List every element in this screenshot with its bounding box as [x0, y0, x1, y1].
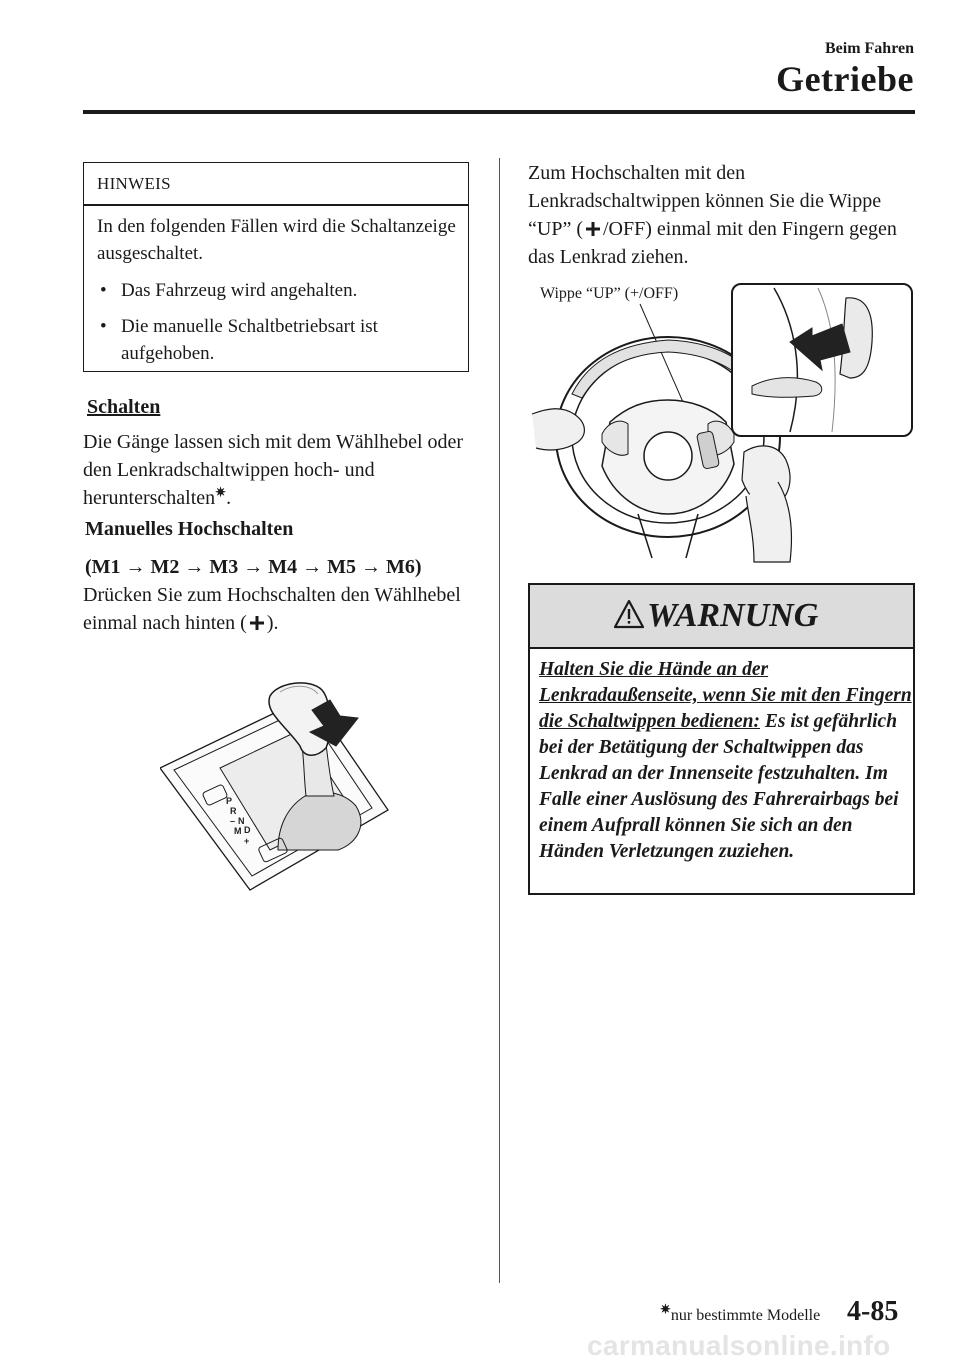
warning-body	[539, 657, 913, 865]
warning-lead: Halten Sie die Hände an der Lenkradaußenseite, wenn Sie mit den Fingern die Schaltwippen bedienen:	[539, 659, 912, 732]
plus-icon	[586, 222, 600, 236]
paddle-text: Zum Hochschalten mit den Lenkradschaltwippen können Sie die Wippe “UP” (	[528, 162, 882, 240]
paddle-text-end: /OFF) einmal mit den Fingern gegen das Lenkrad ziehen.	[528, 218, 897, 268]
instruction-paragraph	[83, 581, 475, 637]
intro-text: Die Gänge lassen sich mit dem Wählhebel oder den Lenkradschaltwippen hoch- und herunterschalten	[83, 431, 464, 509]
watermark: carmanualsonline.info	[587, 1330, 891, 1361]
footer-note-text: nur bestimmte Modelle	[670, 1307, 821, 1324]
gate-label-plus: +	[244, 836, 250, 846]
intro-paragraph	[83, 428, 475, 512]
gate-label-minus: –	[230, 816, 236, 826]
instruction-text: Drücken Sie zum Hochschalten den Wählhebel einmal nach hinten (	[83, 584, 461, 634]
gate-label-m: M	[234, 826, 242, 836]
gate-label-n: N	[238, 816, 245, 826]
note-bullet-list	[97, 277, 462, 376]
warning-box	[528, 583, 915, 895]
gear-sequence: (M1 → M2 → M3 → M4 → M5 → M6)	[85, 556, 422, 578]
note-bullet-text: Das Fahrzeug wird angehalten.	[121, 280, 358, 301]
paddle-callout-label: Wippe “UP” (+/OFF)	[540, 285, 679, 302]
star-icon: ✷	[660, 1301, 671, 1317]
note-text: In den folgenden Fällen wird die Schaltanzeige ausgeschaltet.	[97, 216, 456, 264]
chapter-subtitle: Beim Fahren	[824, 40, 914, 57]
bullet-icon: •	[100, 316, 107, 337]
warning-triangle-icon	[614, 599, 644, 629]
footer-model-note	[660, 1301, 821, 1325]
warning-title: WARNUNG	[647, 597, 819, 634]
paddle-paragraph	[528, 159, 908, 271]
list-item	[97, 313, 462, 367]
bullet-icon: •	[100, 280, 107, 301]
intro-end: .	[226, 487, 232, 509]
instruction-end: ).	[266, 612, 279, 634]
gate-label-p: P	[226, 796, 233, 806]
note-box	[83, 162, 469, 372]
gate-label-d: D	[244, 825, 251, 835]
list-item	[97, 277, 462, 304]
steering-wheel-illustration	[528, 282, 914, 564]
gate-label-r: R	[230, 806, 237, 816]
header-rule	[83, 110, 915, 114]
warning-header	[530, 585, 913, 649]
note-bullet-text: Die manuelle Schaltbetriebsart ist aufgehoben.	[121, 316, 378, 364]
plus-icon	[250, 616, 264, 630]
subheading-manual-upshift: Manuelles Hochschalten	[85, 518, 294, 540]
column-divider	[499, 158, 500, 1283]
page-number: 4-85	[847, 1296, 899, 1327]
shift-lever-illustration	[160, 668, 390, 893]
star-icon: ✷	[215, 484, 227, 500]
chapter-title: Getriebe	[776, 59, 914, 99]
warning-text: Es ist gefährlich bei der Betätigung der Schaltwippen das Lenkrad an der Innenseite festzuhalten. Im Falle einer Auslösung des Fahrerairbags bei einem Aufprall können Sie sich an den Händen Verletzungen zuziehen.	[539, 711, 899, 862]
note-separator	[84, 204, 468, 206]
section-heading: Schalten	[87, 396, 161, 418]
note-heading: HINWEIS	[97, 174, 171, 193]
